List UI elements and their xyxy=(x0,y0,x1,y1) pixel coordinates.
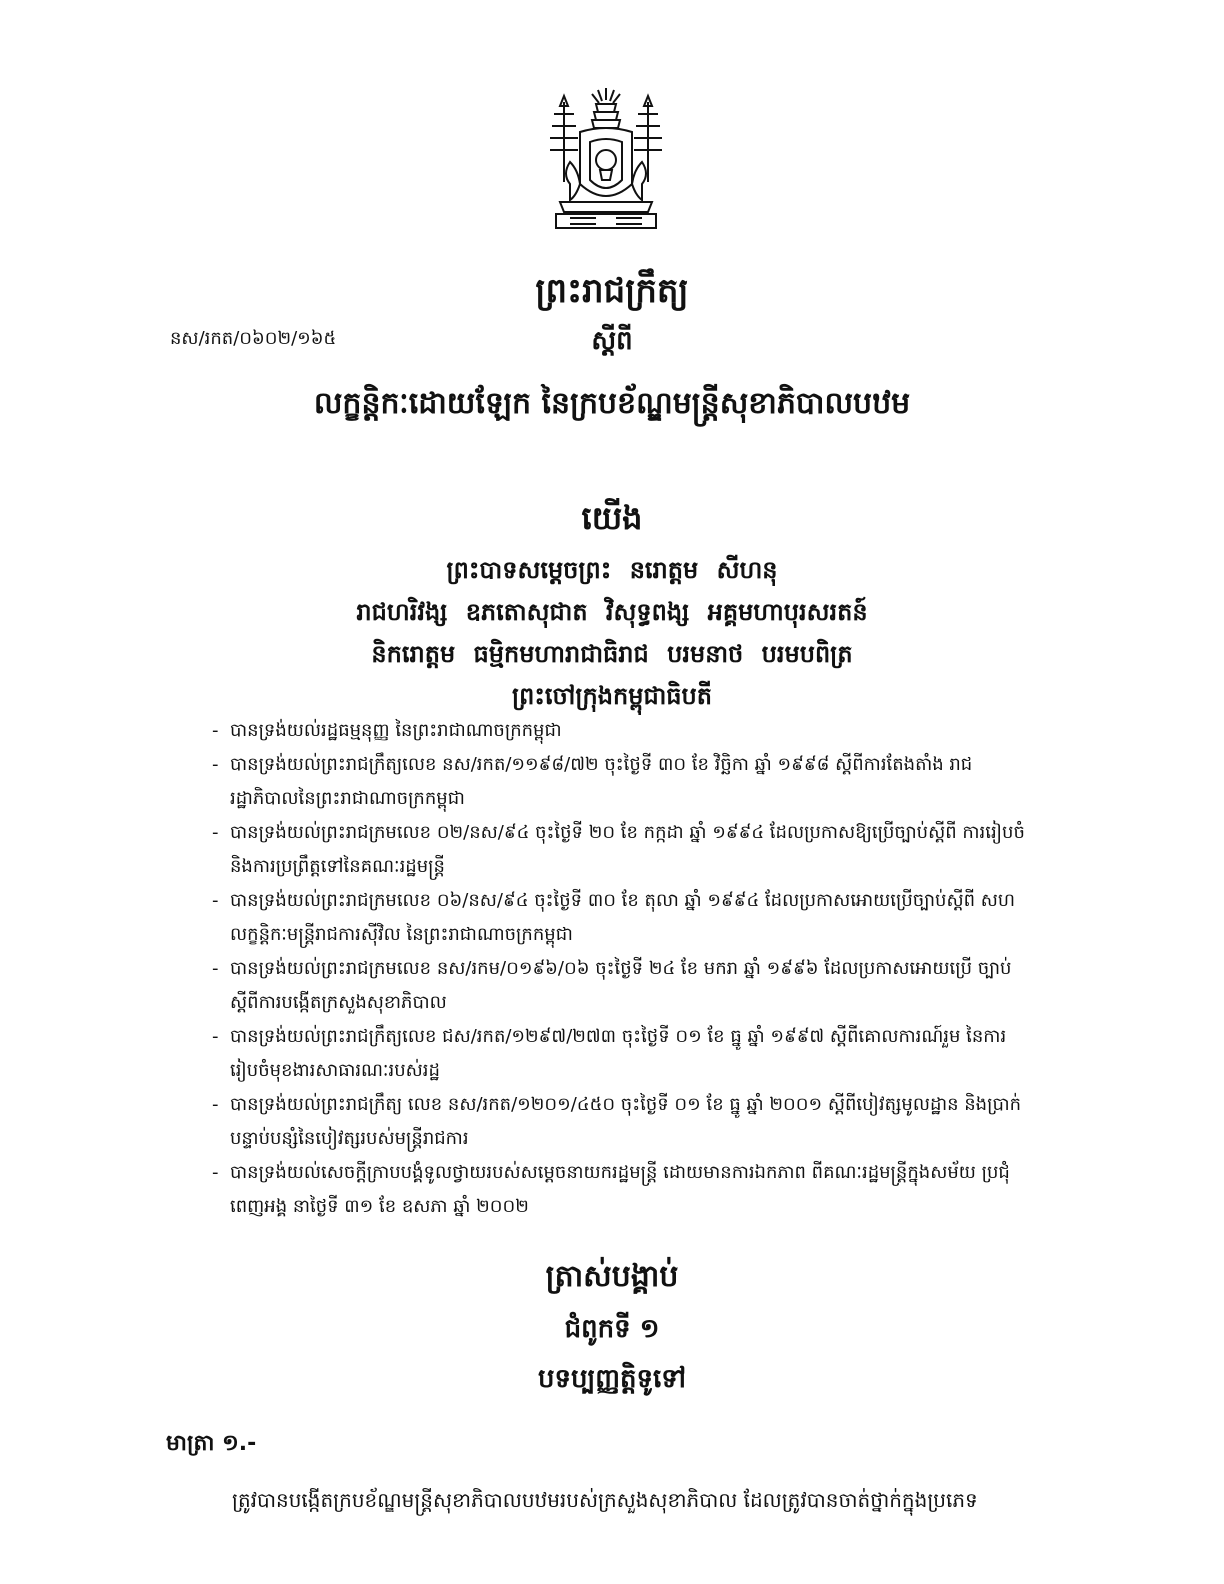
title-subject: លក្ខន្តិកៈដោយឡែក នៃក្របខ័ណ្ឌមន្ត្រីសុខាភិបាលបឋម xyxy=(313,386,911,421)
article-label: មាត្រា ១.- xyxy=(166,1431,257,1456)
preamble-we: យើង xyxy=(581,499,643,537)
consideration-item: - បានទ្រង់យល់សេចក្តីក្រាបបង្គំទូលថ្វាយរបស់សម្តេចនាយករដ្ឋមន្ត្រី ដោយមានការឯកភាព ពីគណៈរដ្ឋមន្ត្រីក្នុងសម័យ ប្រជុំពេញអង្គ នាថ្ងៃទី ៣១ ខែ ឧសភា ឆ្នាំ ២០០២ xyxy=(212,1162,1010,1217)
chapter-title: បទប្បញ្ញត្តិទូទៅ xyxy=(537,1364,687,1394)
chapter-heading: ជំពូកទី ១ xyxy=(564,1314,660,1344)
considerations-list xyxy=(212,714,1032,1224)
reference-number: នស/រកត/០៦០២/១៦៥ xyxy=(170,328,337,349)
consideration-item: - បានទ្រង់យល់ព្រះរាជក្រមលេខ នស/រកម/០១៩៦/០៦ ចុះថ្ងៃទី ២៤ ខែ មករា ឆ្នាំ ១៩៩៦ ដែលប្រកាសអោយប្រើ ច្បាប់ស្តីពីការបង្កើតក្រសួងសុខាភិបាល xyxy=(212,958,1012,1013)
royal-arms-of-cambodia-icon xyxy=(540,84,672,232)
consideration-item: - បានទ្រង់យល់ព្រះរាជក្រឹត្យលេខ ជស/រកត/១២៩៧/២៧៣ ចុះថ្ងៃទី ០១ ខែ ធ្នូ ឆ្នាំ ១៩៩៧ ស្តីពីគោលការណ៍រួម នៃការរៀបចំមុខងារសាធារណៈរបស់រដ្ឋ xyxy=(212,1026,1007,1081)
king-title-line: ព្រះចៅក្រុងកម្ពុជាធិបតី xyxy=(511,682,713,710)
king-title-line: រាជហរិវង្ស ឧភតោសុជាត វិសុទ្ធពង្ស អគ្គមហាបុរសរតន៍ xyxy=(356,598,868,626)
king-title-line: និករោត្តម ធម្មិកមហារាជាធិរាជ បរមនាថ បរមបពិត្រ xyxy=(371,640,853,668)
consideration-item: - បានទ្រង់យល់រដ្ឋធម្មនុញ្ញ នៃព្រះរាជាណាចក្រកម្ពុជា xyxy=(212,720,562,741)
consideration-item: - បានទ្រង់យល់ព្រះរាជក្រឹត្យលេខ នស/រកត/១១៩៨/៧២ ចុះថ្ងៃទី ៣០ ខែ វិច្ឆិកា ឆ្នាំ ១៩៩៨ ស្តីពីការតែងតាំង រាជរដ្ឋាភិបាលនៃព្រះរាជាណាចក្រកម្ពុជា xyxy=(212,754,973,809)
page-title: ព្រះរាជក្រឹត្យ xyxy=(535,271,689,311)
article-text: ត្រូវបានបង្កើតក្របខ័ណ្ឌមន្ត្រីសុខាភិបាលបឋមរបស់ក្រសួងសុខាភិបាល ដែលត្រូវបានចាត់ថ្នាក់ក្នុងប្រភេទ xyxy=(232,1488,978,1512)
decree-order-heading: ត្រាស់បង្គាប់ xyxy=(545,1259,679,1294)
consideration-item: - បានទ្រង់យល់ព្រះរាជក្រមលេខ ០២/នស/៩៤ ចុះថ្ងៃទី ២០ ខែ កក្កដា ឆ្នាំ ១៩៩៤ ដែលប្រកាសឱ្យប្រើច្បាប់ស្តីពី ការរៀបចំ និងការប្រព្រឹត្តទៅនៃគណៈរដ្ឋមន្ត្រី xyxy=(212,822,1025,877)
consideration-item: - បានទ្រង់យល់ព្រះរាជក្រមលេខ ០៦/នស/៩៤ ចុះថ្ងៃទី ៣០ ខែ តុលា ឆ្នាំ ១៩៩៤ ដែលប្រកាសអោយប្រើច្បាប់ស្តីពី សហលក្ខន្តិកៈមន្ត្រីរាជការស៊ីវិល នៃព្រះរាជាណាចក្រកម្ពុជា xyxy=(212,890,1016,945)
king-title-line: ព្រះបាទសម្តេចព្រះ នរោត្តម សីហនុ xyxy=(446,556,778,584)
consideration-item: - បានទ្រង់យល់ព្រះរាជក្រឹត្យ លេខ នស/រកត/១២០១/៤៥០ ចុះថ្ងៃទី ០១ ខែ ធ្នូ ឆ្នាំ ២០០១ ស្តីពីបៀវត្សមូលដ្ឋាន និងប្រាក់បន្ទាប់បន្សំនៃបៀវត្សរបស់មន្ត្រីរាជការ xyxy=(212,1094,1022,1149)
title-about: ស្តីពី xyxy=(591,326,633,356)
